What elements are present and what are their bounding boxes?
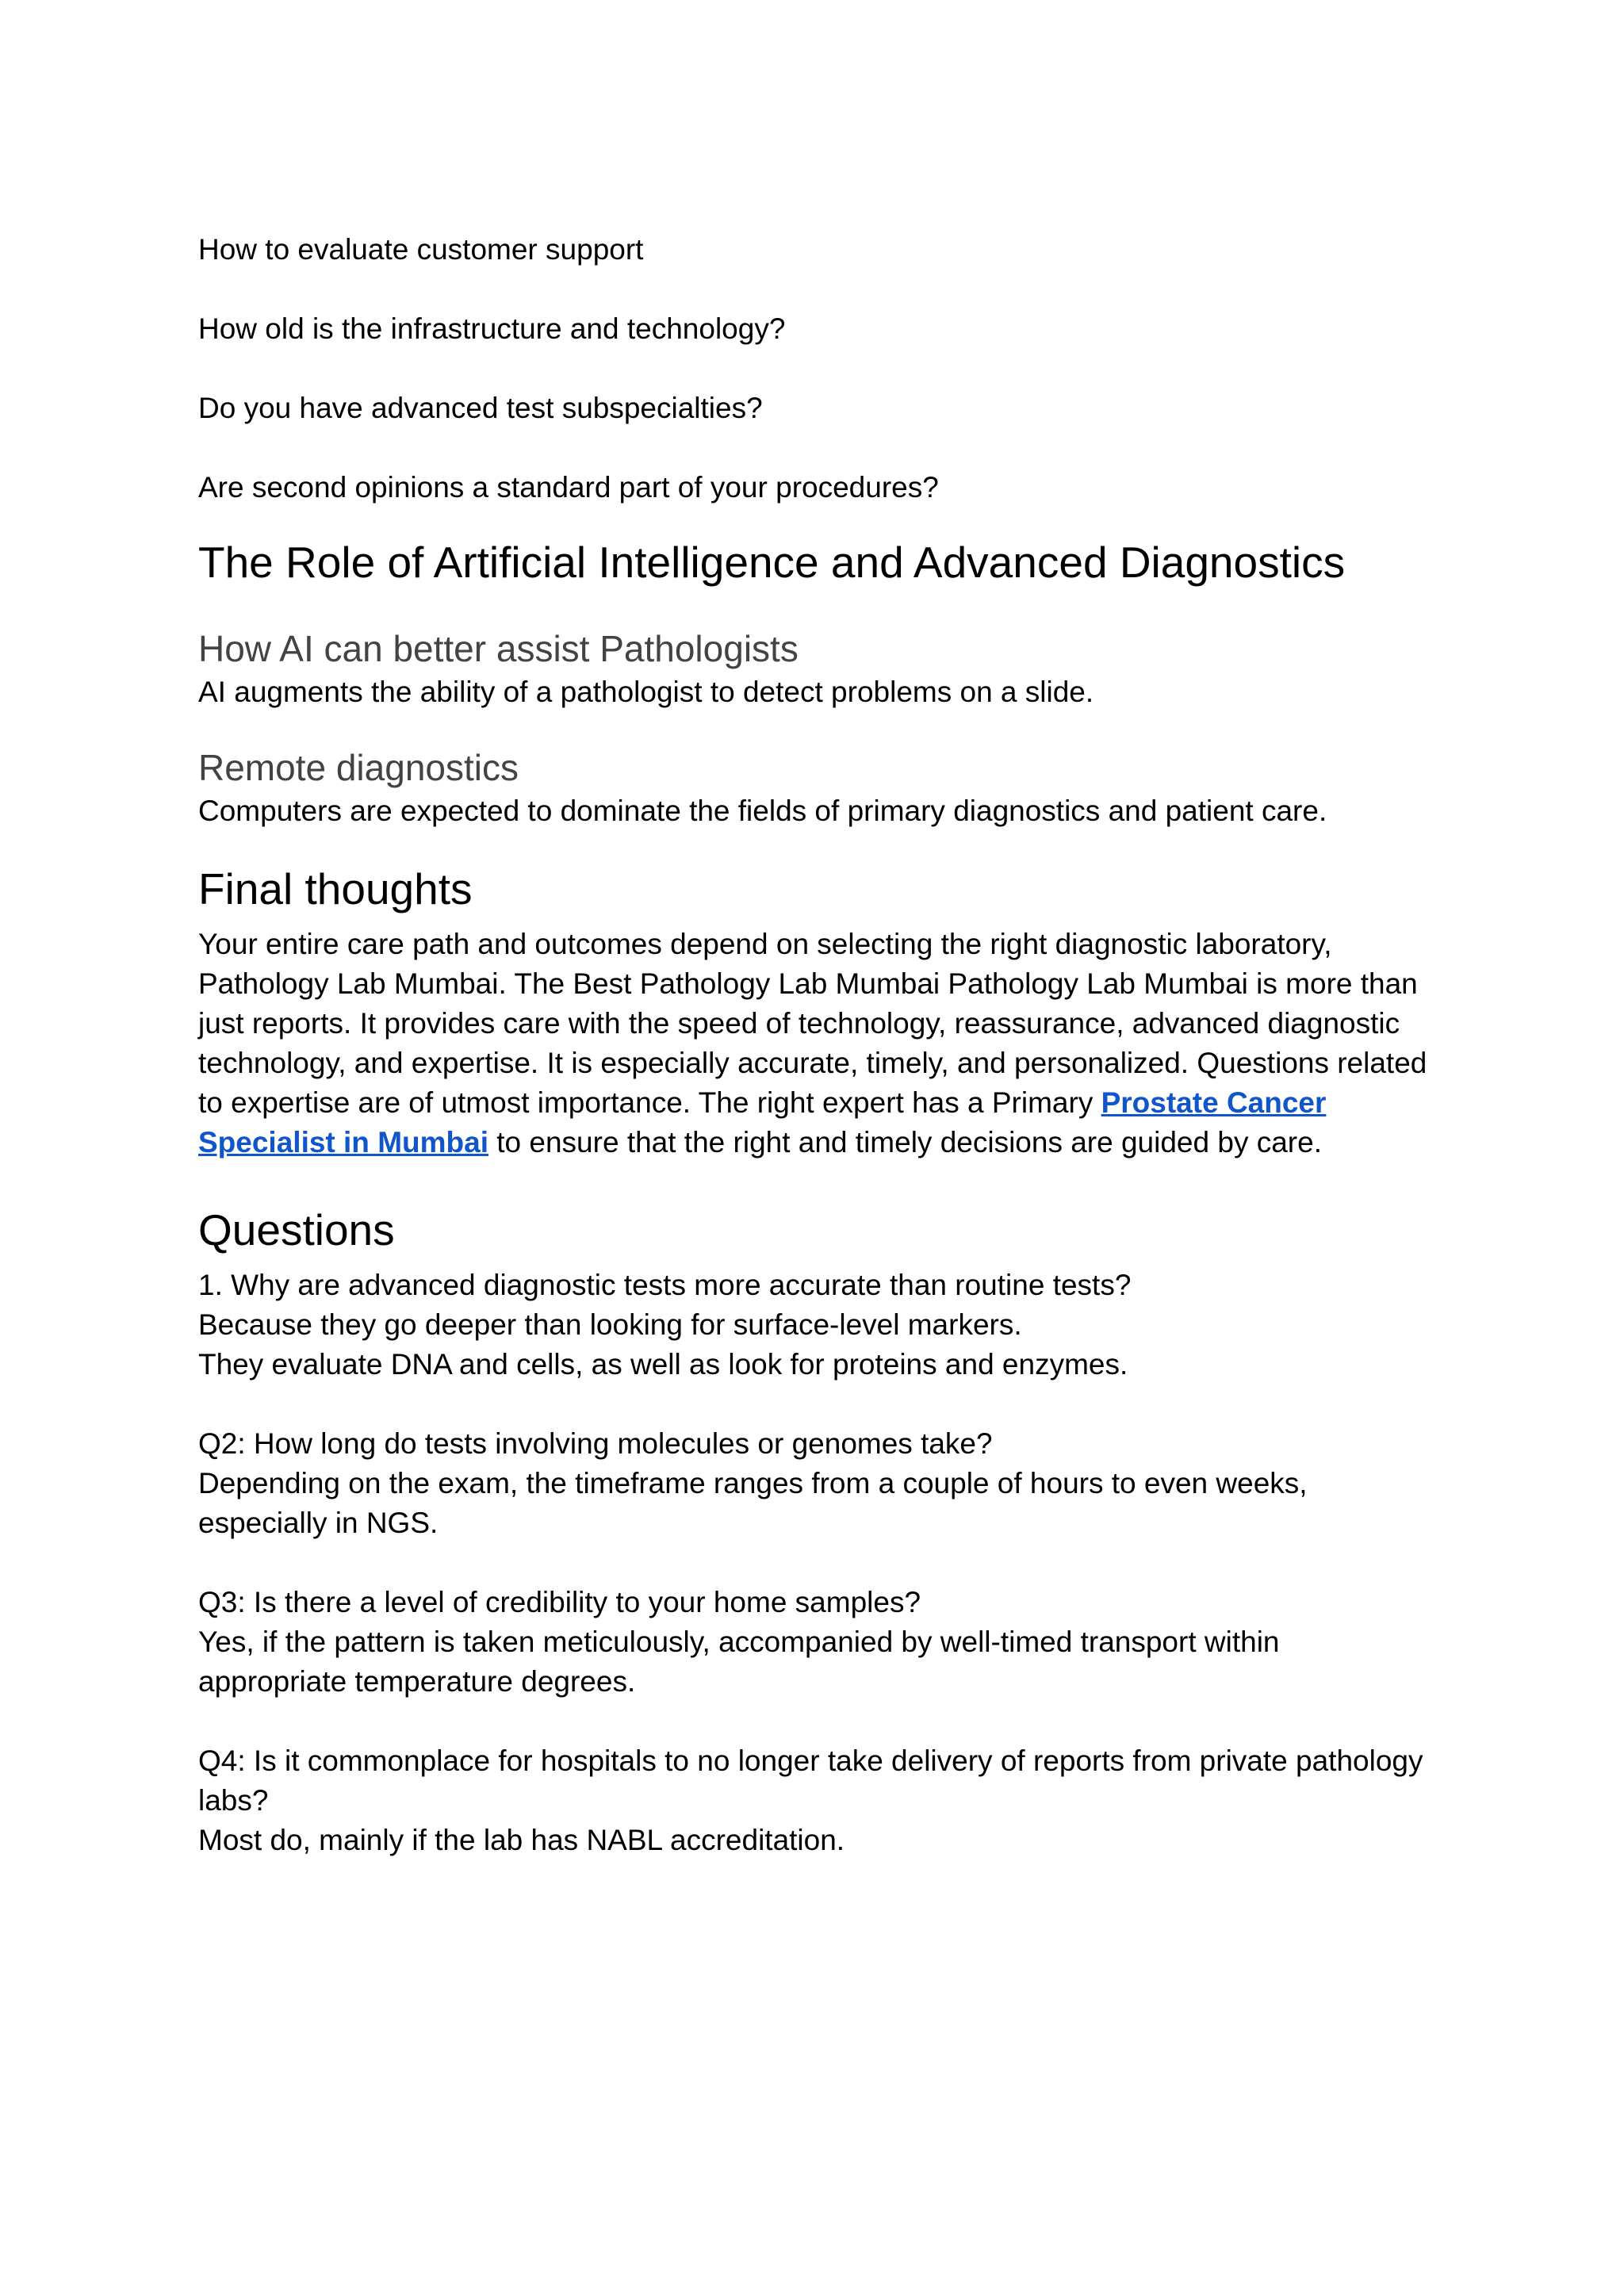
questions-heading: Questions: [198, 1205, 395, 1254]
intro-line: Do you have advanced test subspecialties?: [198, 392, 763, 424]
intro-line: Are second opinions a standard part of your procedures?: [198, 471, 939, 504]
ai-section-heading: The Role of Artificial Intelligence and Advanced Diagnostics: [198, 538, 1346, 587]
answer-text: Because they go deeper than looking for surface-level markers.: [198, 1308, 1022, 1341]
answer-text: Most do, mainly if the lab has NABL accreditation.: [198, 1824, 845, 1856]
remote-diagnostics-text: Computers are expected to dominate the fields of primary diagnostics and patient care.: [198, 795, 1327, 827]
qa-item-2: [198, 1424, 1435, 1543]
ai-assist-heading: How AI can better assist Pathologists: [198, 628, 799, 669]
intro-line: How old is the infrastructure and technology?: [198, 312, 786, 345]
qa-item-4: [198, 1741, 1435, 1860]
remote-diagnostics-heading: Remote diagnostics: [198, 747, 519, 788]
answer-text: Depending on the exam, the timeframe ranges from a couple of hours to even weeks, especially in NGS.: [198, 1467, 1308, 1539]
final-thoughts-text-after: to ensure that the right and timely decisions are guided by care.: [488, 1126, 1322, 1158]
question-text: 1. Why are advanced diagnostic tests more accurate than routine tests?: [198, 1269, 1132, 1301]
qa-item-3: [198, 1583, 1435, 1702]
qa-item-1: [198, 1266, 1435, 1384]
question-text: Q2: How long do tests involving molecules or genomes take?: [198, 1427, 993, 1460]
answer-text: Yes, if the pattern is taken meticulously, accompanied by well-timed transport within appropriate temperature degrees.: [198, 1626, 1280, 1698]
final-thoughts-paragraph: [198, 925, 1435, 1162]
final-thoughts-heading: Final thoughts: [198, 864, 473, 913]
document-page: [198, 230, 1435, 1860]
question-text: Q3: Is there a level of credibility to your home samples?: [198, 1586, 921, 1618]
prostate-cancer-specialist-link[interactable]: Prostate Cancer Specialist in Mumbai: [198, 1086, 1327, 1158]
question-text: Q4: Is it commonplace for hospitals to no longer take delivery of reports from private pathology labs?: [198, 1744, 1423, 1817]
ai-assist-text: AI augments the ability of a pathologist to detect problems on a slide.: [198, 676, 1094, 708]
intro-line: How to evaluate customer support: [198, 233, 644, 266]
final-thoughts-text-before: Your entire care path and outcomes depend on selecting the right diagnostic laboratory, Pathology Lab Mumbai. The Best Pathology Lab Mumbai Pathology Lab Mumbai is more than just reports. It provides care with the speed of technology, reassurance, advanced diagnostic technology, and expertise. It is especially accurate, timely, and personalized. Questions related to expertise are of utmost importance. The right expert has a Primary: [198, 928, 1427, 1119]
answer-text: They evaluate DNA and cells, as well as look for proteins and enzymes.: [198, 1348, 1128, 1381]
